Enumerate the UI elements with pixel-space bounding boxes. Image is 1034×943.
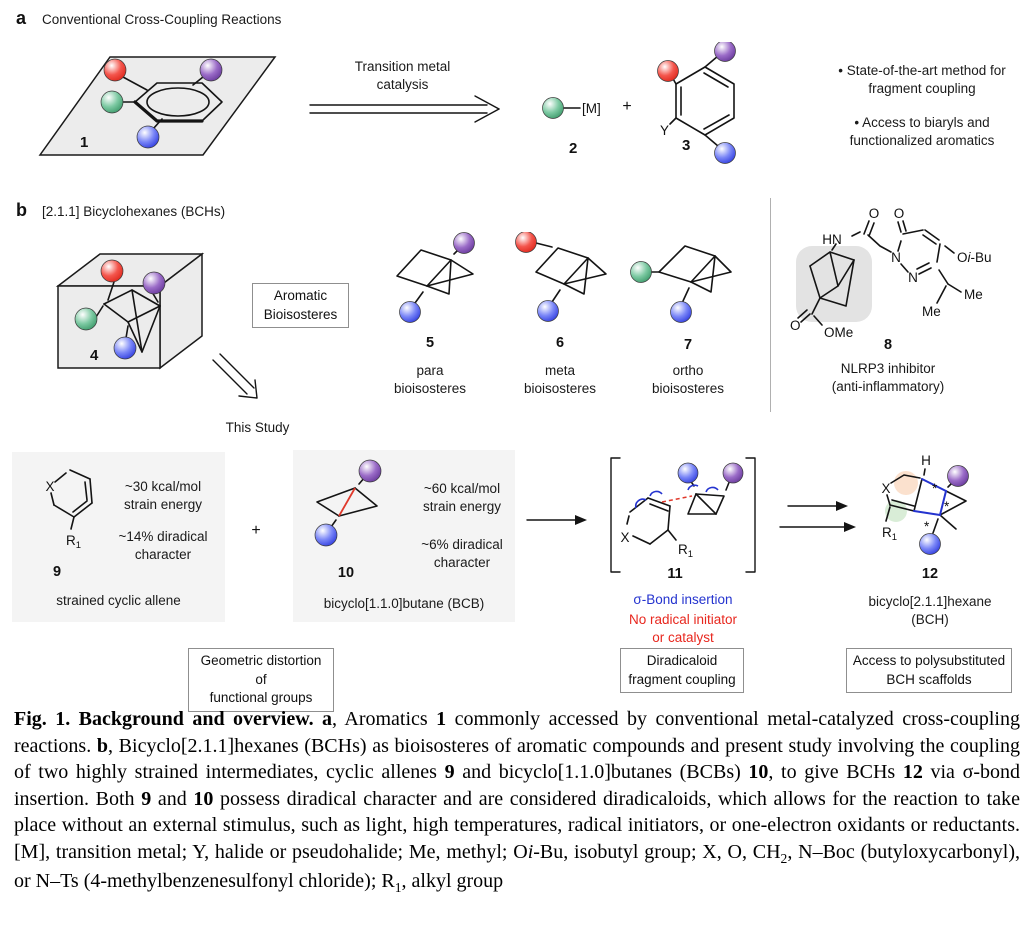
structure-1-number: 1 [80,134,89,151]
green-ball-icon [631,262,652,283]
arrow-caption-line1: Transition metal [354,59,451,74]
asterisk: * [924,519,930,534]
bullet-item [812,62,1032,97]
new-bonds-blue [914,479,946,515]
green-ball-icon [75,308,97,330]
name-line: bicyclo[2.1.1]hexane [868,594,992,609]
blue-ball-icon [315,524,337,546]
panel-b-title: [2.1.1] Bicyclohexanes (BCHs) [42,204,226,219]
structure-12-bch-product [860,443,1015,565]
structure-8-nlrp3-inhibitor [788,206,1028,358]
aromatic-bioisosteres-box [252,283,349,328]
note-line: ~14% diradical [118,529,208,544]
note-line: or catalyst [652,629,714,645]
structure-6-meta-bch [502,232,614,332]
sigma-bond-insertion-note: σ-Bond insertion [633,592,733,607]
name-line: (anti-inflammatory) [831,378,945,394]
structure-9-name: strained cyclic allene [56,593,181,608]
no-initiator-note [600,611,766,646]
name-line: bioisosteres [651,380,725,396]
structure-7-ortho-bch [625,228,740,332]
panel-a-bullets [812,62,1032,149]
structure-9-number: 9 [52,564,62,580]
purple-ball-icon [454,233,475,254]
structure-7-number: 7 [683,337,693,353]
note-line: ~60 kcal/mol [423,481,501,496]
h-label: H [921,453,931,468]
structure-2-metal-fragment [535,85,635,163]
structure-8-number: 8 [883,337,893,353]
box-line: Bioisosteres [263,306,338,322]
diradical-note [409,536,515,571]
callout-line: functional groups [209,690,313,706]
note-line: ~6% diradical [421,537,503,552]
r1-label: $R_1$ [66,533,82,551]
callout-line: Access to polysubstituted [852,653,1006,668]
green-ball-icon [101,91,123,113]
ring-skeleton [51,470,92,529]
structure-5-number: 5 [425,335,435,351]
green-ball-icon [543,98,564,119]
structure-7-name [638,362,738,397]
this-study-arrow-icon [207,352,267,410]
y-substituent-label: Y [660,123,670,138]
callout-diradicaloid-coupling [620,648,744,693]
structure-12-number: 12 [921,566,939,582]
forward-arrow-icon [525,507,590,533]
me1-label: Me [964,287,983,302]
blue-ball-icon [671,302,692,323]
allene-ring-skeleton [627,498,676,544]
structure-5-para-bch [375,232,487,332]
arrow-caption-line2: catalysis [376,76,429,92]
panel-a-label: a [16,8,27,28]
callout-line: fragment coupling [628,671,736,687]
arrow-caption [330,58,475,93]
callout-line: Geometric distortion of [200,653,322,687]
note-line: ~30 kcal/mol [124,479,202,494]
strain-energy-note [107,478,219,513]
purple-ball-icon [359,460,381,482]
hn-label: HN [822,232,842,247]
ome-label: OMe [824,325,854,340]
structure-10-number: 10 [337,565,355,581]
plus-sign: + [251,522,261,539]
r1-label: $R_1$ [678,542,694,560]
double-arrow-icon [778,496,863,538]
bullet-line: functionalized aromatics [849,132,995,148]
x-label: X [620,530,630,545]
vertical-divider [770,198,771,412]
callout-geometric-distortion [188,648,334,712]
structure-11-number: 11 [667,566,683,582]
red-ball-icon [658,61,679,82]
blue-ball-icon [678,463,698,483]
bch-skeleton [652,246,731,301]
this-study-label: This Study [225,420,290,435]
structure-12-name [855,593,1005,628]
red-ball-icon [101,260,123,282]
r1-label: $R_1$ [882,525,898,543]
structure-10-panel [293,450,515,622]
structure-4-bch-cube [48,240,220,380]
note-line: strain energy [422,498,502,514]
o-ester-label: O [790,318,801,333]
forming-bond-dashed [662,496,692,502]
note-line: strain energy [123,496,203,512]
structure-9-panel [12,452,225,622]
name-line: (BCH) [911,611,949,627]
bullet-line: • State-of-the-art method for [838,63,1006,78]
name-line: meta [544,363,575,378]
purple-ball-icon [200,59,222,81]
retrosynthesis-arrow-icon [305,94,505,124]
n2-label: N [908,270,918,285]
structure-6-name [510,362,610,397]
blue-ball-icon [715,143,736,164]
purple-ball-icon [723,463,743,483]
structure-10-name: bicyclo[1.1.0]butane (BCB) [323,596,485,611]
name-line: ortho [672,363,704,378]
benzene-ring [670,56,734,146]
callout-line: Diradicaloid [646,653,718,668]
structure-3-number: 3 [682,137,691,154]
bch-skeleton [397,248,473,303]
o-amide-label: O [868,206,880,221]
blue-ball-icon [137,126,159,148]
structure-10-bcb [303,458,423,568]
purple-ball-icon [143,272,165,294]
metal-label: [M] [582,101,601,116]
structure-8-name [798,360,978,395]
structure-4-number: 4 [90,347,99,364]
blue-ball-icon [538,301,559,322]
bullet-line: • Access to biaryls and [854,115,990,131]
plus-sign: + [622,98,632,115]
x-label: X [881,481,891,496]
oibu-label: Oi-Bu [957,250,992,265]
asterisk: * [944,499,950,514]
figure-caption: Fig. 1. Background and overview. a, Aromatics 1 commonly accessed by conventional metal-catalyzed cross-coupling reactions. b, Bicyclo[2.1.1]hexanes (BCHs) as bioisosteres of aromatic compounds and present study involving the coupling of two highly strained intermediates, cyclic allenes 9 and bicyclo[1.1.0]butanes (BCBs) 10, to give BCHs 12 via σ-bond insertion. Both 9 and 10 possess diradical character and are considered diradicaloids, which allows for the reaction to take place without an external stimulus, such as light, high temperatures, radical initiators, or one-electron oxidants or reductants. [M], transition metal; Y, halide or pseudohalide; Me, methyl; Oi-Bu, isobutyl group; X, O, $CH_2$, N–Boc (butyloxycarbonyl), or N–Ts (4-methylbenzenesulfonyl chloride); $R_1$, alkyl group [14,708,1021,896]
blue-ball-icon [114,337,136,359]
purple-ball-icon [948,466,969,487]
structure-6-number: 6 [555,335,565,351]
box-line: Aromatic [273,288,328,303]
structure-1-aromatic-plane [35,45,285,167]
name-line: NLRP3 inhibitor [840,361,936,376]
structure-2-number: 2 [569,140,578,157]
asterisk: * [932,481,938,496]
note-line: character [433,554,491,570]
name-line: bioisosteres [393,380,467,396]
panel-a-title: Conventional Cross-Coupling Reactions [42,12,282,27]
note-line: No radical initiator [628,612,738,627]
red-ball-icon [104,59,126,81]
name-line: para [416,363,444,378]
name-line: bioisosteres [523,380,597,396]
panel-b-label: b [16,200,27,220]
structure-3-halide-arene [640,42,775,182]
bullet-line: fragment coupling [868,80,976,96]
note-line: character [134,546,192,562]
structure-11-intermediate [600,452,765,578]
stereocenter-asterisks [924,481,950,534]
structure-5-name [380,362,480,397]
bullet-item [812,114,1032,149]
blue-ball-icon [920,534,941,555]
me2-label: Me [922,304,941,319]
callout-polysubstituted-bch [846,648,1012,693]
red-ball-icon [516,232,537,253]
bch-skeleton [536,243,606,302]
o-ring-label: O [893,206,905,221]
n1-label: N [891,250,901,265]
purple-ball-icon [715,42,736,62]
x-label: X [45,479,55,494]
callout-line: BCH scaffolds [886,671,972,687]
blue-ball-icon [400,302,421,323]
diradical-note [102,528,224,563]
strain-energy-note [411,480,513,515]
